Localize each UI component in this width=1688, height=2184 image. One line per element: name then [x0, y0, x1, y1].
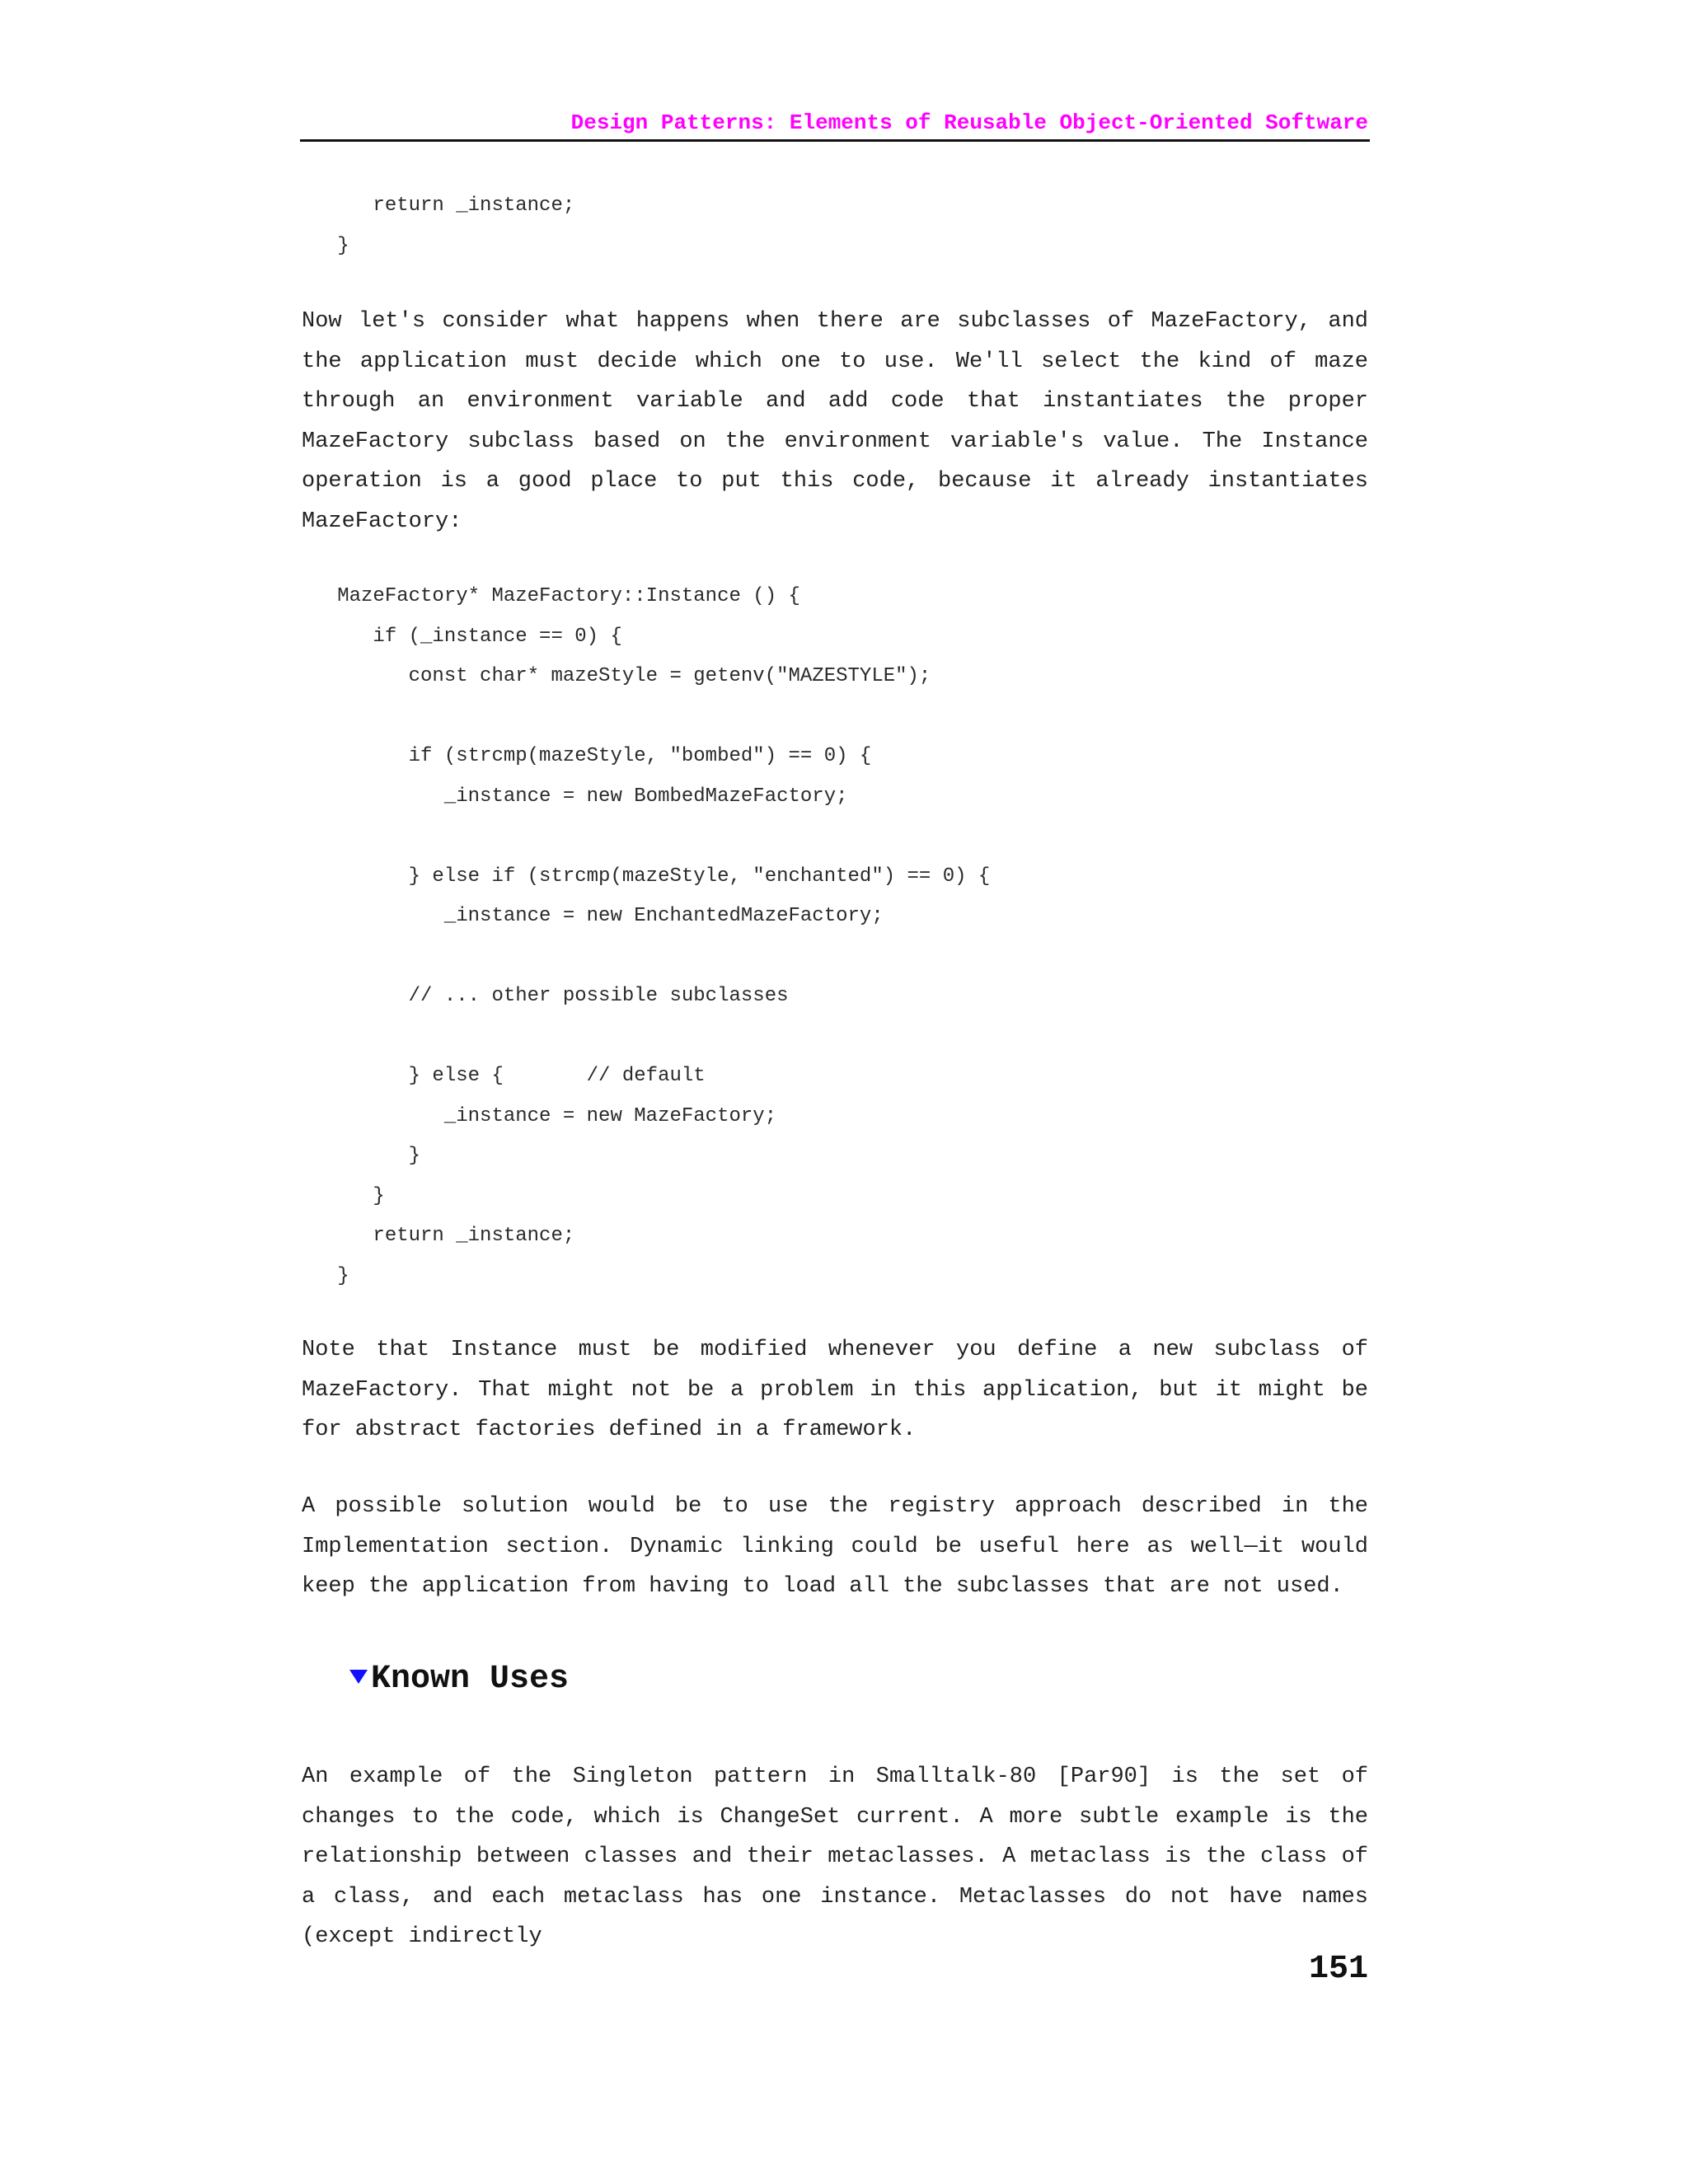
triangle-marker-icon [349, 1670, 368, 1684]
body-paragraph: Note that Instance must be modified whenever you define a new subclass of MazeFactory. That might not be a problem in this application, but it might be for abstract factories defined in a framework. [302, 1338, 1368, 1442]
body-paragraph: A possible solution would be to use the registry approach described in the Implementation section. Dynamic linking could be useful here as well—it would keep the application from having to load all the subclasses that are not used. [302, 1494, 1368, 1599]
code-line: _instance = new EnchantedMazeFactory; [302, 905, 884, 927]
section-heading-text: Known Uses [371, 1661, 570, 1698]
code-line: _instance = new BombedMazeFactory; [302, 785, 848, 808]
code-line: } [302, 1184, 385, 1207]
section-heading [349, 1657, 569, 1706]
body-paragraph: An example of the Singleton pattern in Smalltalk-80 [Par90] is the set of changes to the code, which is ChangeSet current. A more subtle example is the relationship between classes and their metaclasses. A metaclass is the class of a class, and each metaclass has one instance. Metaclasses do not have names (except indirectly [302, 1765, 1368, 1949]
code-line: _instance = new MazeFactory; [302, 1104, 777, 1127]
code-line: return _instance; [302, 1225, 575, 1247]
code-line: } [302, 234, 349, 257]
code-line: } [302, 1264, 349, 1287]
code-block-main [302, 577, 1373, 1296]
code-line [302, 937, 1373, 977]
page-number: 151 [1308, 1951, 1368, 1988]
code-line: if (strcmp(mazeStyle, "bombed") == 0) { [302, 745, 872, 767]
code-line [302, 1017, 1373, 1057]
code-line: const char* mazeStyle = getenv("MAZESTYLE"); [302, 665, 931, 687]
code-line: } [302, 1145, 421, 1167]
code-line: if (_instance == 0) { [302, 625, 622, 648]
code-block-top [302, 186, 1373, 266]
code-line [302, 817, 1373, 857]
code-line: } else if (strcmp(mazeStyle, "enchanted") == 0) { [302, 865, 991, 888]
running-header: Design Patterns: Elements of Reusable Object-Oriented Software [570, 110, 1368, 135]
code-line: // ... other possible subclasses [302, 985, 789, 1007]
header-rule [300, 139, 1370, 142]
code-line: } else { // default [302, 1065, 706, 1087]
body-paragraph: Now let's consider what happens when there are subclasses of MazeFactory, and the application must decide which one to use. We'll select the kind of maze through an environment variable and add code that instantiates the proper MazeFactory subclass based on the environment variable's value. The Instance operation is a good place to put this code, because it already instantiates MazeFactory: [302, 309, 1368, 534]
code-line [302, 697, 1373, 738]
code-line: MazeFactory* MazeFactory::Instance () { [302, 585, 800, 607]
code-line: return _instance; [302, 194, 575, 217]
